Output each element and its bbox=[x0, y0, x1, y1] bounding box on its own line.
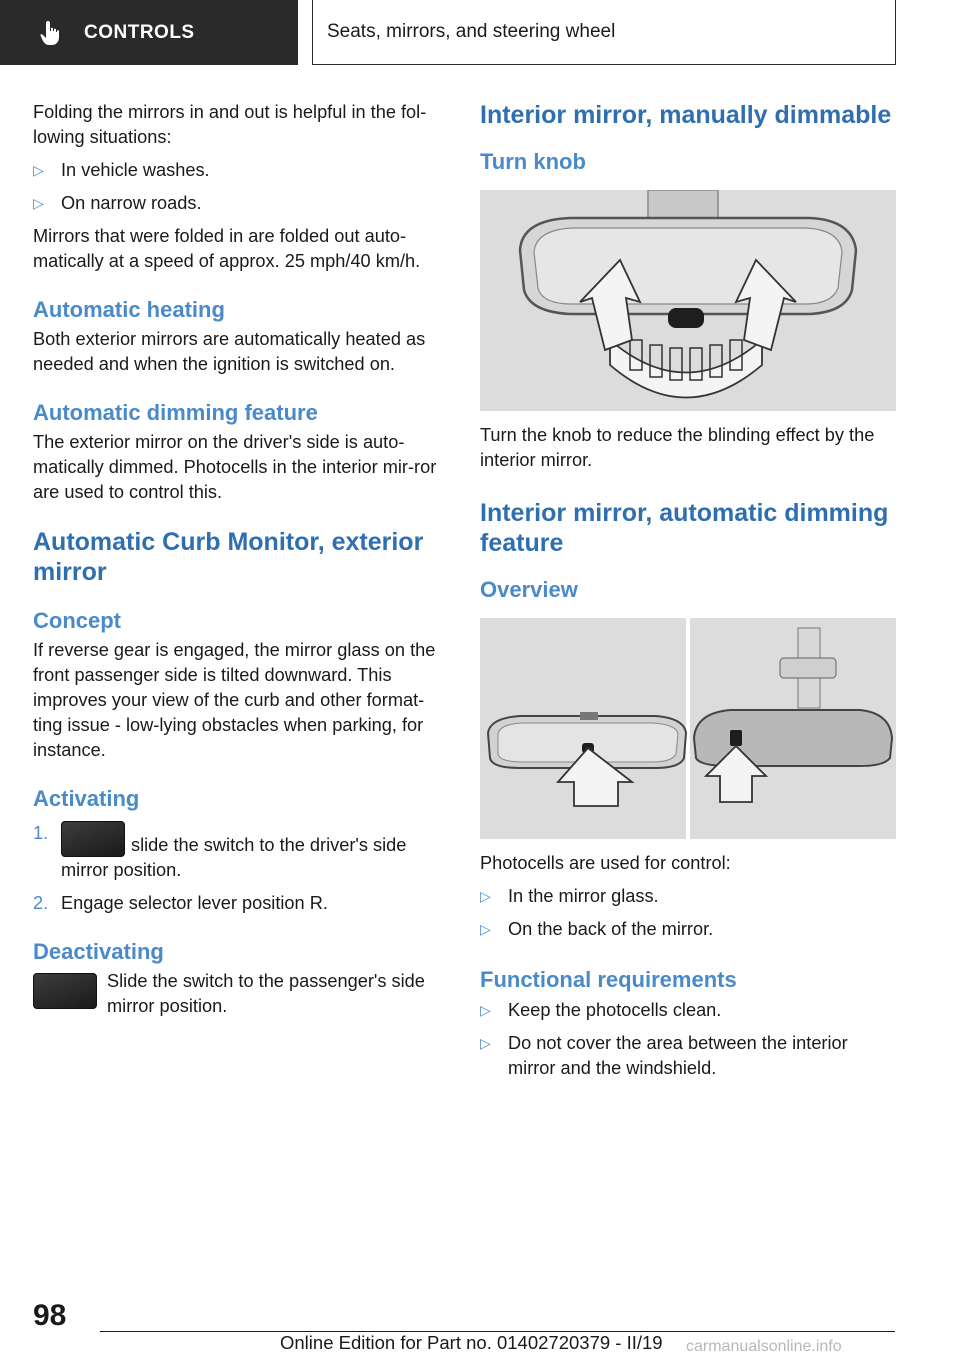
heating-text: Both exterior mirrors are automatically heated as needed and when the ignition is switched on. bbox=[33, 329, 426, 374]
deactivating-heading: Deactivating bbox=[33, 939, 164, 964]
auto-dimming-heading: Interior mirror, automatic dimming feature bbox=[480, 499, 889, 557]
interior-mirror-knob-illustration bbox=[480, 190, 896, 411]
right-column bbox=[480, 100, 896, 1081]
watermark: carmanualsonline.info bbox=[686, 1338, 842, 1355]
edition-text: Online Edition for Part no. 01402720379 - II/19 bbox=[280, 1332, 663, 1353]
photocells-intro: Photocells are used for control: bbox=[480, 853, 731, 873]
step-text: Engage selector lever position R. bbox=[61, 893, 328, 913]
triangle-bullet-icon: ▷ bbox=[33, 195, 44, 211]
mirror-switch-icon bbox=[33, 973, 97, 1009]
mirror-photocell-illustration bbox=[480, 618, 896, 839]
overview-figure bbox=[480, 618, 896, 839]
step-number: 2. bbox=[33, 893, 49, 913]
knob-text: Turn the knob to reduce the blinding effect by the interior mirror. bbox=[480, 425, 875, 470]
triangle-bullet-icon: ▷ bbox=[480, 1002, 491, 1018]
dimming-heading: Automatic dimming feature bbox=[33, 400, 318, 425]
concept-text: If reverse gear is engaged, the mirror glass on the front passenger side is tilted downward. This improves your view of the curb and other format‐ting issue - low-lying obstacles when parking, for instance. bbox=[33, 640, 436, 760]
step-text: slide the switch to the driver's side mirror position. bbox=[61, 835, 407, 880]
turn-knob-figure bbox=[480, 190, 896, 411]
list-item: ▷ Keep the photocells clean. bbox=[480, 998, 896, 1023]
activating-steps bbox=[33, 821, 451, 916]
page-number: 98 bbox=[33, 1299, 67, 1332]
list-item: ▷ Do not cover the area between the interior mirror and the windshield. bbox=[480, 1033, 848, 1078]
fold-situations-list bbox=[33, 158, 451, 216]
fold-intro-text: Folding the mirrors in and out is helpful in the fol‐lowing situations: bbox=[33, 102, 427, 147]
section-label: CONTROLS bbox=[84, 21, 195, 43]
list-item bbox=[33, 891, 451, 916]
list-item: ▷ In vehicle washes. bbox=[33, 158, 451, 183]
triangle-bullet-icon: ▷ bbox=[480, 888, 491, 904]
list-item: ▷ On the back of the mirror. bbox=[480, 917, 896, 942]
step-number: 1. bbox=[33, 823, 49, 843]
deactivating-text: Slide the switch to the passenger's side mirror position. bbox=[107, 971, 425, 1016]
requirements-list bbox=[480, 998, 896, 1081]
auto-fold-text: Mirrors that were folded in are folded out auto‐matically at a speed of approx. 25 mph/40 km/h. bbox=[33, 226, 421, 271]
list-item: ▷ In the mirror glass. bbox=[480, 884, 896, 909]
chapter-title: Seats, mirrors, and steering wheel bbox=[312, 0, 896, 65]
triangle-bullet-icon: ▷ bbox=[480, 1035, 491, 1051]
requirements-heading: Functional requirements bbox=[480, 967, 737, 992]
deactivating-block bbox=[33, 969, 451, 1019]
dimming-text: The exterior mirror on the driver's side is auto‐matically dimmed. Photocells in the interior mir‐ror are used to control this. bbox=[33, 432, 437, 502]
list-item bbox=[33, 821, 451, 883]
left-column bbox=[33, 100, 451, 1019]
hand-pointer-icon bbox=[40, 20, 62, 46]
photocells-list bbox=[480, 884, 896, 942]
section-tab bbox=[0, 0, 298, 65]
curb-monitor-heading: Automatic Curb Monitor, exterior mirror bbox=[33, 528, 424, 586]
triangle-bullet-icon: ▷ bbox=[33, 162, 44, 178]
heating-heading: Automatic heating bbox=[33, 297, 225, 322]
manual-dimming-heading: Interior mirror, manually dimmable bbox=[480, 101, 892, 129]
list-item: ▷ On narrow roads. bbox=[33, 191, 451, 216]
triangle-bullet-icon: ▷ bbox=[480, 921, 491, 937]
activating-heading: Activating bbox=[33, 786, 140, 811]
turn-knob-heading: Turn knob bbox=[480, 149, 586, 174]
mirror-switch-icon bbox=[61, 821, 125, 857]
overview-heading: Overview bbox=[480, 577, 578, 602]
concept-heading: Concept bbox=[33, 608, 121, 633]
